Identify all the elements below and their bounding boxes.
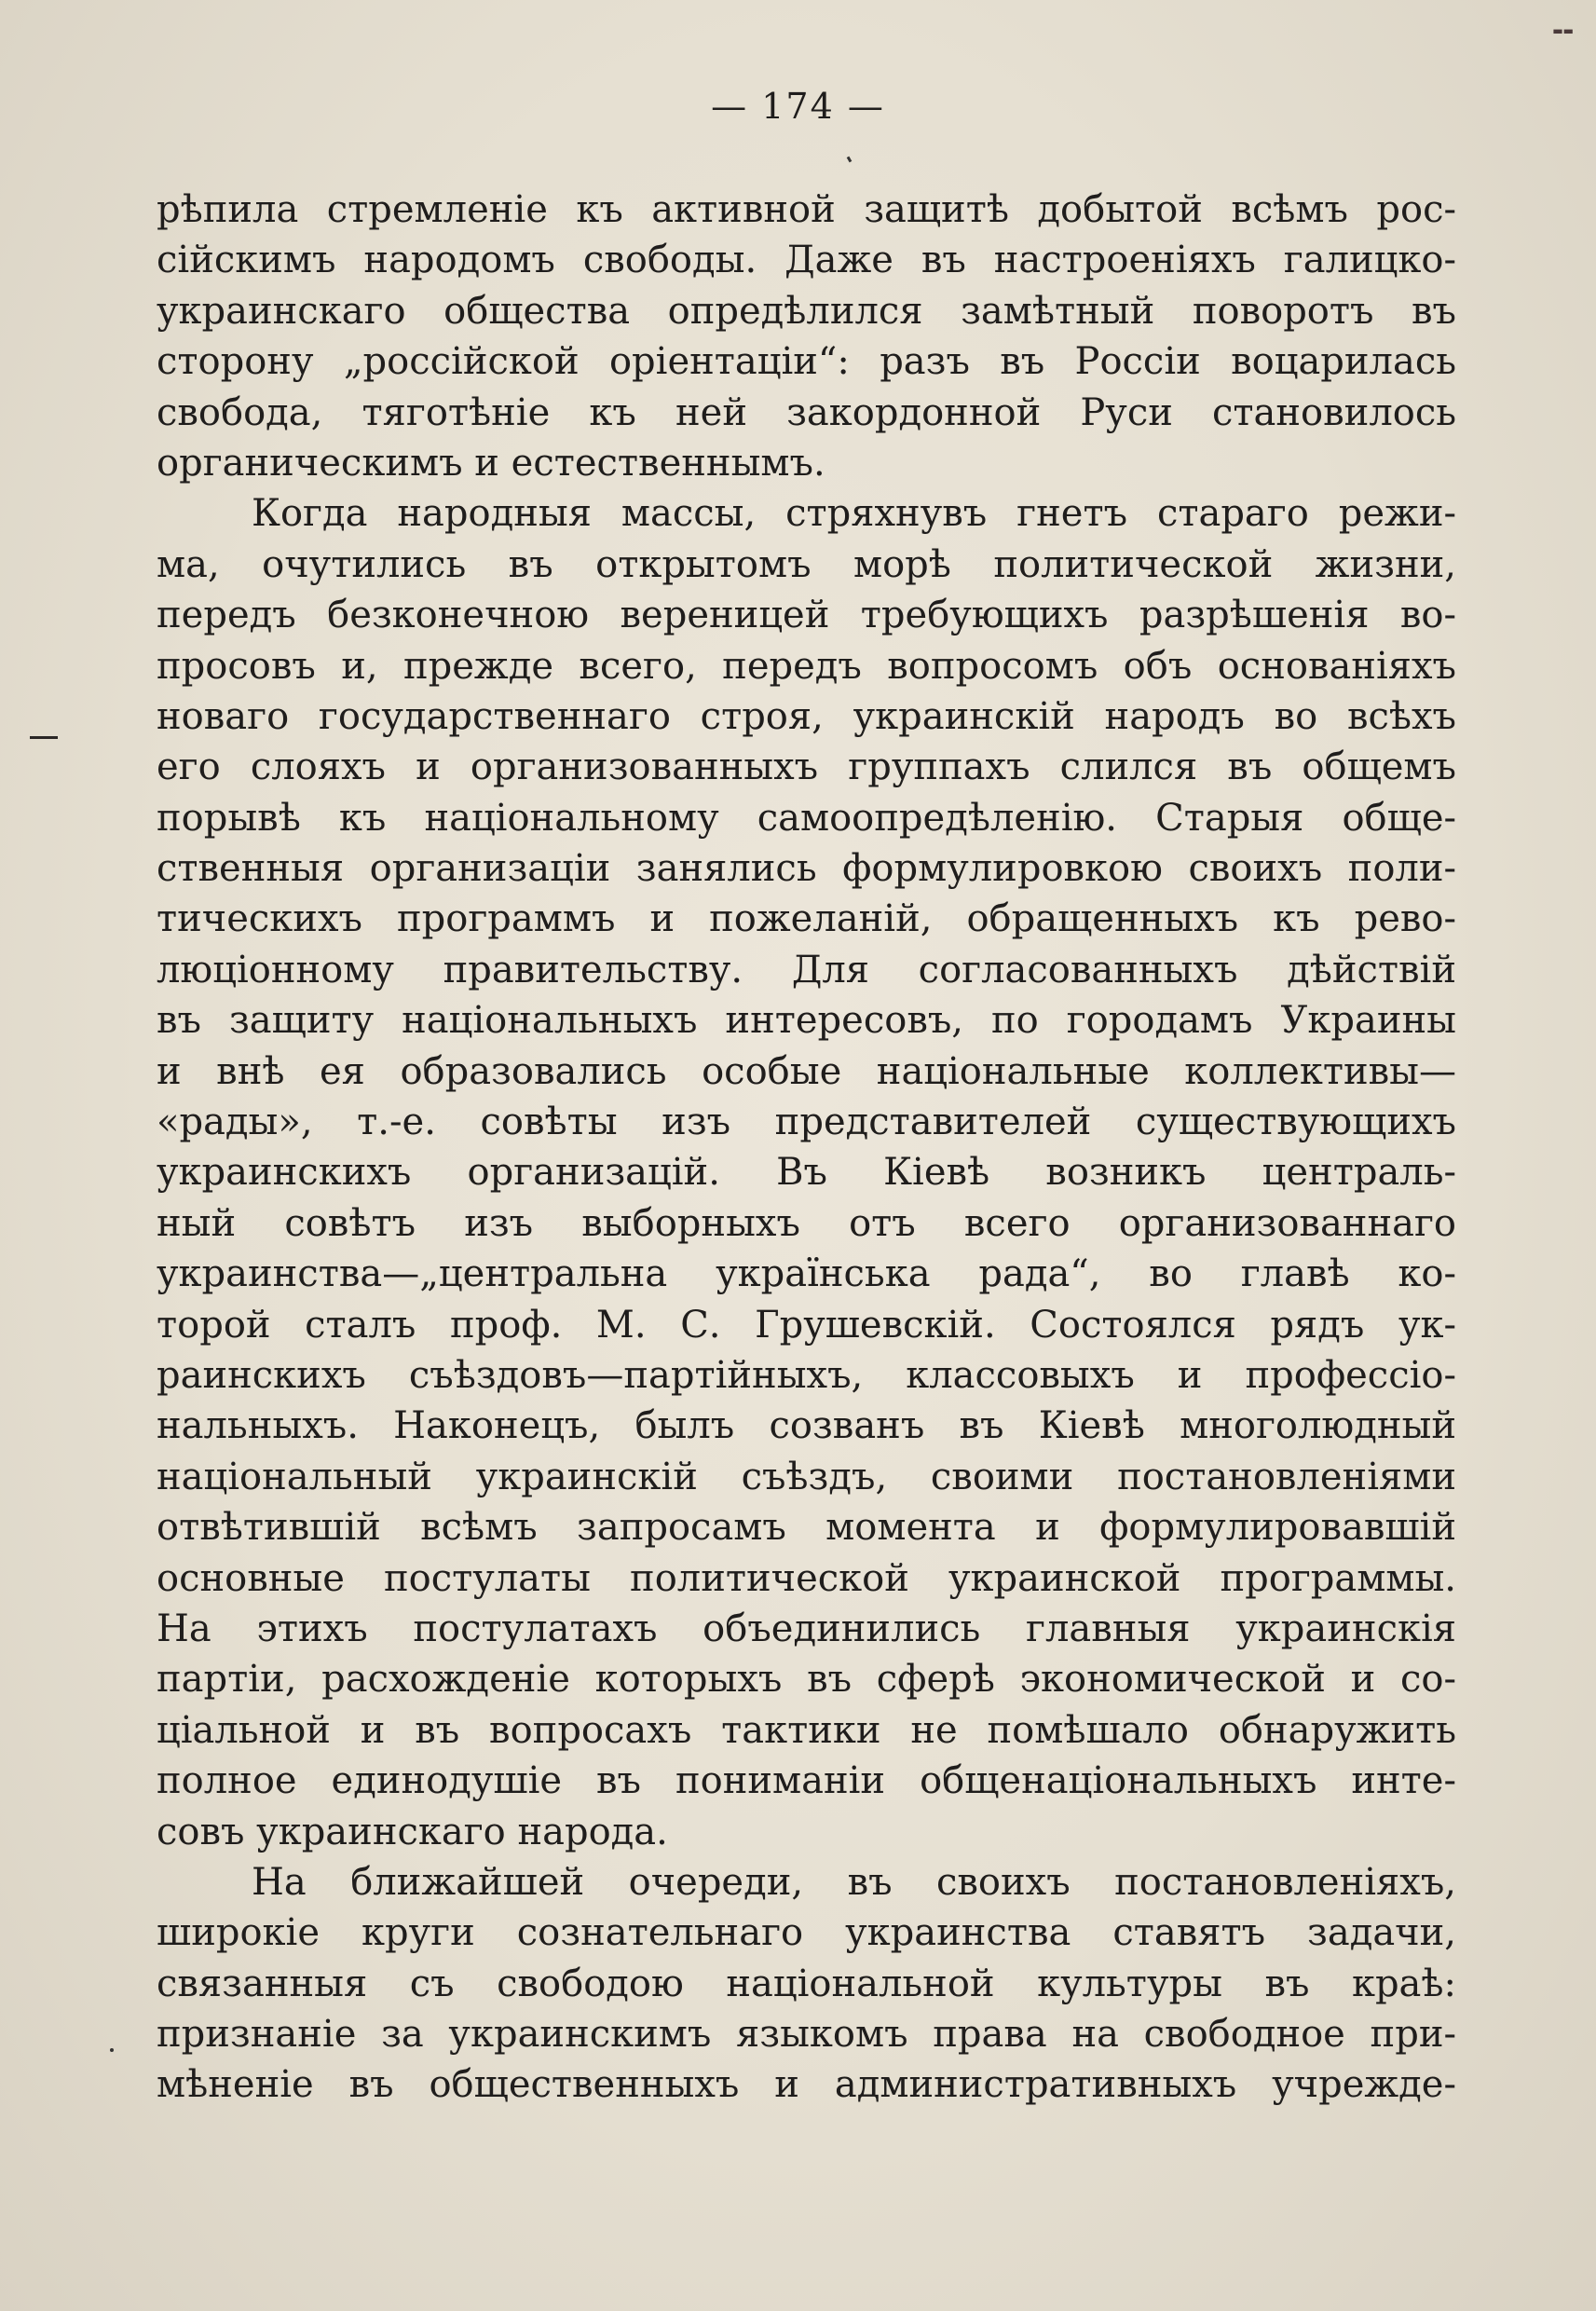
text-line: На ближайшей очереди, въ своихъ постановленіяхъ, (252, 1860, 1456, 1904)
body-text (157, 185, 1456, 2111)
text-line: украинскаго общества опредѣлился замѣтный поворотъ въ (157, 289, 1456, 333)
text-line: совъ украинскаго народа. (157, 1810, 668, 1853)
text-line: основные постулаты политической украинской программы. (157, 1556, 1456, 1600)
text-line: ственныя организаціи занялись формулировкою своихъ поли- (157, 847, 1456, 891)
stray-ink-tick (847, 157, 853, 163)
text-line: сійскимъ народомъ свободы. Даже въ настроеніяхъ галицко- (157, 239, 1456, 282)
margin-dash-mark (30, 736, 58, 739)
text-line: Когда народныя массы, стряхнувъ гнетъ стараго режи- (252, 492, 1456, 536)
text-line: національный украинскій съѣздъ, своими постановленіями (157, 1455, 1456, 1498)
text-line: тическихъ программъ и пожеланій, обращенныхъ къ рево- (157, 897, 1456, 941)
text-line: признаніе за украинскимъ языкомъ права на свободное при- (157, 2013, 1456, 2057)
text-line: сторону „россійской оріентаціи“: разъ въ Россіи воцарилась (157, 340, 1456, 384)
page-number: — 174 — (711, 86, 885, 127)
text-line: рѣпила стремленіе къ активной защитѣ добытой всѣмъ рос- (157, 188, 1456, 231)
text-line: полное единодушіе въ пониманіи общенаціональныхъ инте- (157, 1759, 1456, 1803)
text-line: раинскихъ съѣздовъ—партійныхъ, классовыхъ и профессіо- (157, 1353, 1456, 1397)
text-line: украинства—„центральна українська рада“, во главѣ ко- (157, 1252, 1456, 1296)
text-line: торой сталъ проф. М. С. Грушевскій. Состоялся рядъ ук- (157, 1303, 1456, 1347)
text-line: органическимъ и естественнымъ. (157, 441, 825, 485)
text-line: ный совѣтъ изъ выборныхъ отъ всего организованнаго (157, 1201, 1456, 1245)
text-line: «рады», т.-е. совѣты изъ представителей существующихъ (157, 1101, 1456, 1144)
text-line: новаго государственнаго строя, украинскій народъ во всѣхъ (157, 694, 1456, 738)
text-line: люціонному правительству. Для согласованныхъ дѣйствій (157, 948, 1456, 991)
paragraph (157, 185, 1456, 488)
text-line: На этихъ постулатахъ объединились главныя украинскія (157, 1607, 1456, 1650)
text-line: отвѣтившій всѣмъ запросамъ момента и формулировавшій (157, 1506, 1456, 1550)
text-line: порывѣ къ національному самоопредѣленію. Старыя обще- (157, 796, 1456, 840)
text-line: связанныя съ свободою національной культуры въ краѣ: (157, 1962, 1456, 2005)
paragraph (157, 488, 1456, 1857)
text-line: передъ безконечною вереницей требующихъ разрѣшенія во- (157, 594, 1456, 637)
text-line: мѣненіе въ общественныхъ и административныхъ учрежде- (157, 2063, 1456, 2107)
text-line: нальныхъ. Наконецъ, былъ созванъ въ Кіевѣ многолюдный (157, 1404, 1456, 1448)
text-line: просовъ и, прежде всего, передъ вопросомъ объ основаніяхъ (157, 644, 1456, 688)
text-line: украинскихъ организацій. Въ Кіевѣ возникъ централь- (157, 1151, 1456, 1195)
paragraph (157, 1857, 1456, 2111)
corner-ink-mark: ▬▬ (1552, 24, 1574, 37)
text-line: широкіе круги сознательнаго украинства ставятъ задачи, (157, 1911, 1456, 1955)
text-line: партіи, расхожденіе которыхъ въ сферѣ экономической и со- (157, 1658, 1456, 1702)
text-line: его слояхъ и организованныхъ группахъ слился въ общемъ (157, 745, 1456, 789)
text-line: ціальной и въ вопросахъ тактики не помѣшало обнаружить (157, 1708, 1456, 1752)
text-line: въ защиту національныхъ интересовъ, по городамъ Украины (157, 999, 1456, 1043)
text-line: свобода, тяготѣніе къ ней закордонной Руси становилось (157, 390, 1456, 434)
text-line: и внѣ ея образовались особые національные коллективы— (157, 1049, 1456, 1093)
margin-dot-mark (110, 2048, 114, 2052)
text-line: ма, очутились въ открытомъ морѣ политической жизни, (157, 542, 1456, 586)
